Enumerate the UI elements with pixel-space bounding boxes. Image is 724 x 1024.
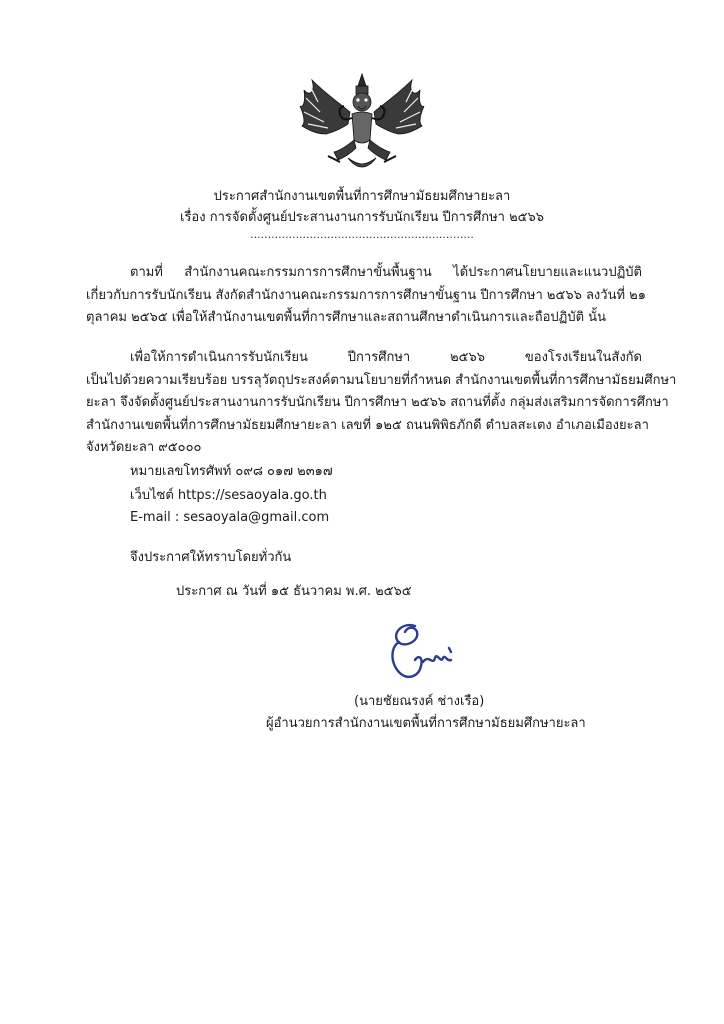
- contact-website[interactable]: เว็บไซต์ https://sesaoyala.go.th: [130, 488, 327, 503]
- announcement-subject: เรื่อง การจัดตั้งศูนย์ประสานงานการรับนักเรียน ปีการศึกษา ๒๕๖๖: [180, 210, 544, 225]
- signer-name: (นายชัยณรงค์ ช่างเรือ): [354, 694, 485, 709]
- paragraph-1-line: ตามที่ สำนักงานคณะกรรมการการศึกษาขั้นพื้นฐาน ได้ประกาศนโยบายและแนวปฏิบัติ: [130, 265, 642, 280]
- signer-position: ผู้อำนวยการสำนักงานเขตพื้นที่การศึกษามัธยมศึกษายะลา: [266, 716, 586, 731]
- paragraph-2-line: เพื่อให้การดำเนินการรับนักเรียน ปีการศึกษา ๒๕๖๖ ของโรงเรียนในสังกัด: [130, 350, 642, 365]
- paragraph-2: [86, 347, 677, 460]
- separator-dots: ................................................................: [250, 228, 474, 241]
- handwritten-signature: [385, 618, 465, 688]
- paragraph-2-line: จังหวัดยะลา ๙๕๐๐๐: [86, 440, 202, 455]
- paragraph-2-line: สำนักงานเขตพื้นที่การศึกษามัธยมศึกษายะลา เลขที่ ๑๒๕ ถนนพิพิธภักดี ตำบลสะเตง อำเภอเมืองยะลา: [86, 417, 649, 433]
- garuda-emblem-icon: [298, 72, 426, 178]
- announcement-date: ประกาศ ณ วันที่ ๑๕ ธันวาคม พ.ศ. ๒๕๖๕: [176, 584, 412, 599]
- paragraph-1: [86, 262, 646, 330]
- announcement-issuer: ประกาศสำนักงานเขตพื้นที่การศึกษามัธยมศึกษายะลา: [213, 189, 511, 204]
- paragraph-2-line: เป็นไปด้วยความเรียบร้อย บรรลุวัตถุประสงค์ตามนโยบายที่กำหนด สำนักงานเขตพื้นที่การศึกษามัธยมศึกษา: [86, 372, 677, 388]
- contact-email[interactable]: E-mail : sesaoyala@gmail.com: [130, 510, 330, 525]
- paragraph-2-line: ยะลา จึงจัดตั้งศูนย์ประสานงานการรับนักเรียน ปีการศึกษา ๒๕๖๖ สถานที่ตั้ง กลุ่มส่งเสริมการจัดการศึกษา: [86, 395, 669, 410]
- contact-phone: หมายเลขโทรศัพท์ ๐๙๘ ๐๑๗ ๒๓๑๗: [130, 464, 333, 479]
- paragraph-1-line: เกี่ยวกับการรับนักเรียน สังกัดสำนักงานคณะกรรมการการศึกษาขั้นฐาน ปีการศึกษา ๒๕๖๖ ลงวันที่ ๒๑: [86, 287, 646, 303]
- closing-statement: จึงประกาศให้ทราบโดยทั่วกัน: [130, 550, 292, 565]
- paragraph-1-line: ตุลาคม ๒๕๖๕ เพื่อให้สำนักงานเขตพื้นที่การศึกษาและสถานศึกษาดำเนินการและถือปฏิบัติ นั้น: [86, 310, 606, 325]
